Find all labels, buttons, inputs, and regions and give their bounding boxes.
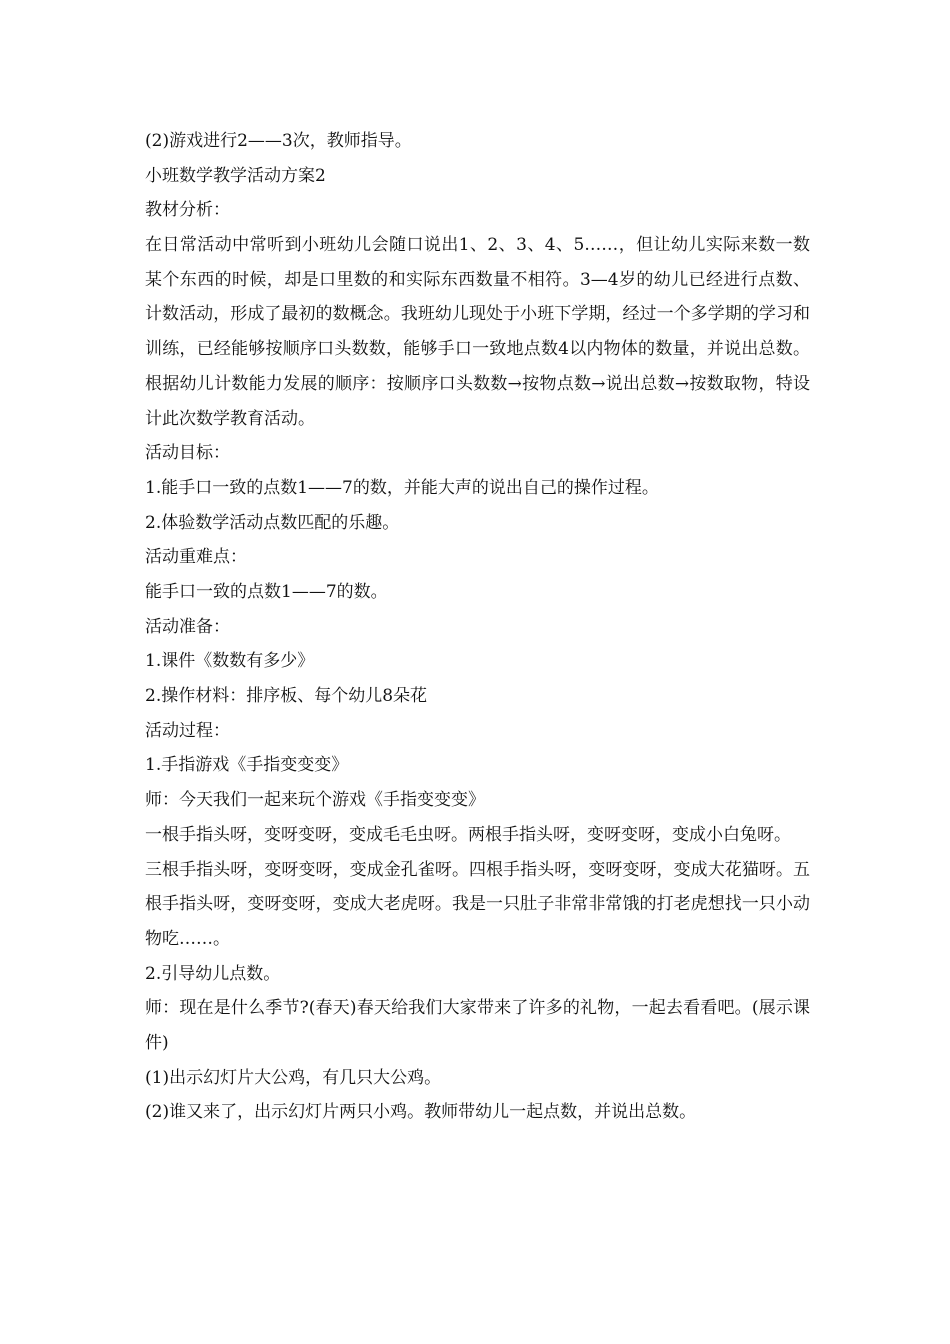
document-body [145,124,810,1130]
heading-material-analysis: 教材分析： [145,200,230,221]
paragraph-finger-game-2: 三根手指头呀，变呀变呀，变成金孔雀呀。四根手指头呀，变呀变呀，变成大花猫呀。五根手指头呀，变呀变呀，变成大老虎呀。我是一只肚子非常非常饿的打老虎想找一只小动物吃……。 [145,859,810,949]
prep-item-1: 1.课件《数数有多少》 [145,651,315,672]
text-line-game-repeat: (2)游戏进行2——3次，教师指导。 [145,131,412,151]
heading-process: 活动过程： [145,720,230,741]
heading-key-points: 活动重难点： [145,547,247,568]
heading-goals: 活动目标： [145,443,230,464]
prep-item-2: 2.操作材料：排序板、每个幼儿8朵花 [145,686,428,707]
goal-item-1: 1.能手口一致的点数1——7的数，并能大声的说出自己的操作过程。 [145,477,659,498]
teacher-line-1: 师：今天我们一起来玩个游戏《手指变变变》 [145,790,485,811]
sub-item-2: (2)谁又来了，出示幻灯片两只小鸡。教师带幼儿一起点数，并说出总数。 [145,1102,697,1123]
heading-preparation: 活动准备： [145,616,230,637]
sub-item-1: (1)出示幻灯片大公鸡，有几只大公鸡。 [145,1067,442,1088]
process-step-1: 1.手指游戏《手指变变变》 [145,755,349,776]
paragraph-material-analysis: 在日常活动中常听到小班幼儿会随口说出1、2、3、4、5……，但让幼儿实际来数一数某个东西的时候，却是口里数的和实际东西数量不相符。3—4岁的幼儿已经进行点数、计数活动，形成了最初的数概念。我班幼儿现处于小班下学期，经过一个多学期的学习和训练，已经能够按顺序口头数数，能够手口一致地点数4以内物体的数量，并说出总数。根据幼儿计数能力发展的顺序：按顺序口头数数→按物点数→说出总数→按数取物，特设计此次数学教育活动。 [145,235,810,429]
process-step-2: 2.引导幼儿点数。 [145,963,281,984]
paragraph-teacher-2: 师：现在是什么季节?(春天)春天给我们大家带来了许多的礼物，一起去看看吧。(展示课件) [145,998,810,1054]
section-title-plan-2: 小班数学教学活动方案2 [145,165,326,186]
paragraph-finger-game-1: 一根手指头呀，变呀变呀，变成毛毛虫呀。两根手指头呀，变呀变呀，变成小白兔呀。 [145,824,791,845]
goal-item-2: 2.体验数学活动点数匹配的乐趣。 [145,512,400,533]
key-points-text: 能手口一致的点数1——7的数。 [145,582,388,603]
